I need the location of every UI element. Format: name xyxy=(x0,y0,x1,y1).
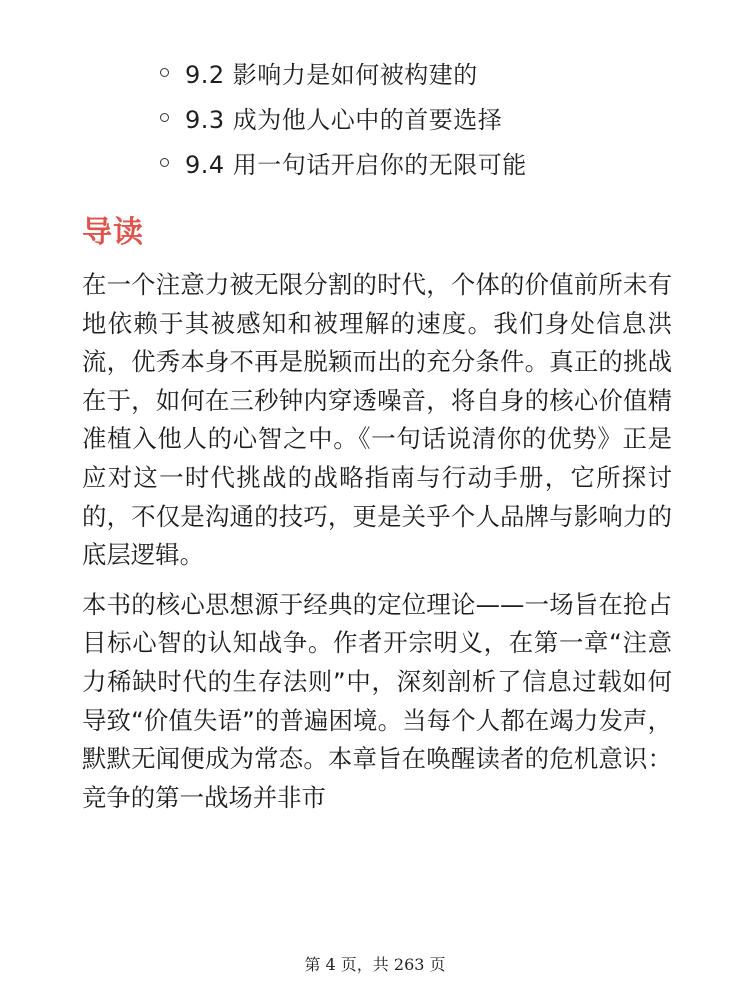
toc-list xyxy=(160,50,527,185)
toc-item[interactable] xyxy=(160,50,527,95)
section-body xyxy=(82,266,672,828)
body-paragraph: 在一个注意力被无限分割的时代，个体的价值前所未有地依赖于其被感知和被理解的速度。我们身处信息洪流，优秀本身不再是脱颖而出的充分条件。真正的挑战在于，如何在三秒钟内穿透噪音，将自身的核心价值精准植入他人的心智之中。《一句话说清你的优势》正是应对这一时代挑战的战略指南与行动手册，它所探讨的，不仅是沟通的技巧，更是关乎个人品牌与影响力的底层逻辑。 xyxy=(82,270,672,570)
toc-item-label: 9.4 用一句话开启你的无限可能 xyxy=(185,151,527,179)
page-number-footer: 第 4 页，共 263 页 xyxy=(304,955,446,974)
circle-bullet-icon xyxy=(160,68,169,77)
toc-item[interactable] xyxy=(160,140,527,185)
circle-bullet-icon xyxy=(160,113,169,122)
toc-item[interactable] xyxy=(160,95,527,140)
body-paragraph: 本书的核心思想源于经典的定位理论——一场旨在抢占目标心智的认知战争。作者开宗明义，在第一章“注意力稀缺时代的生存法则”中，深刻剖析了信息过载如何导致“价值失语”的普遍困境。当每个人都在竭力发声，默默无闻便成为常态。本章旨在唤醒读者的危机意识：竞争的第一战场并非市 xyxy=(82,589,672,812)
circle-bullet-icon xyxy=(160,158,169,167)
section-heading: 导读 xyxy=(82,215,144,250)
toc-item-label: 9.2 影响力是如何被构建的 xyxy=(185,61,478,89)
toc-item-label: 9.3 成为他人心中的首要选择 xyxy=(185,106,503,134)
